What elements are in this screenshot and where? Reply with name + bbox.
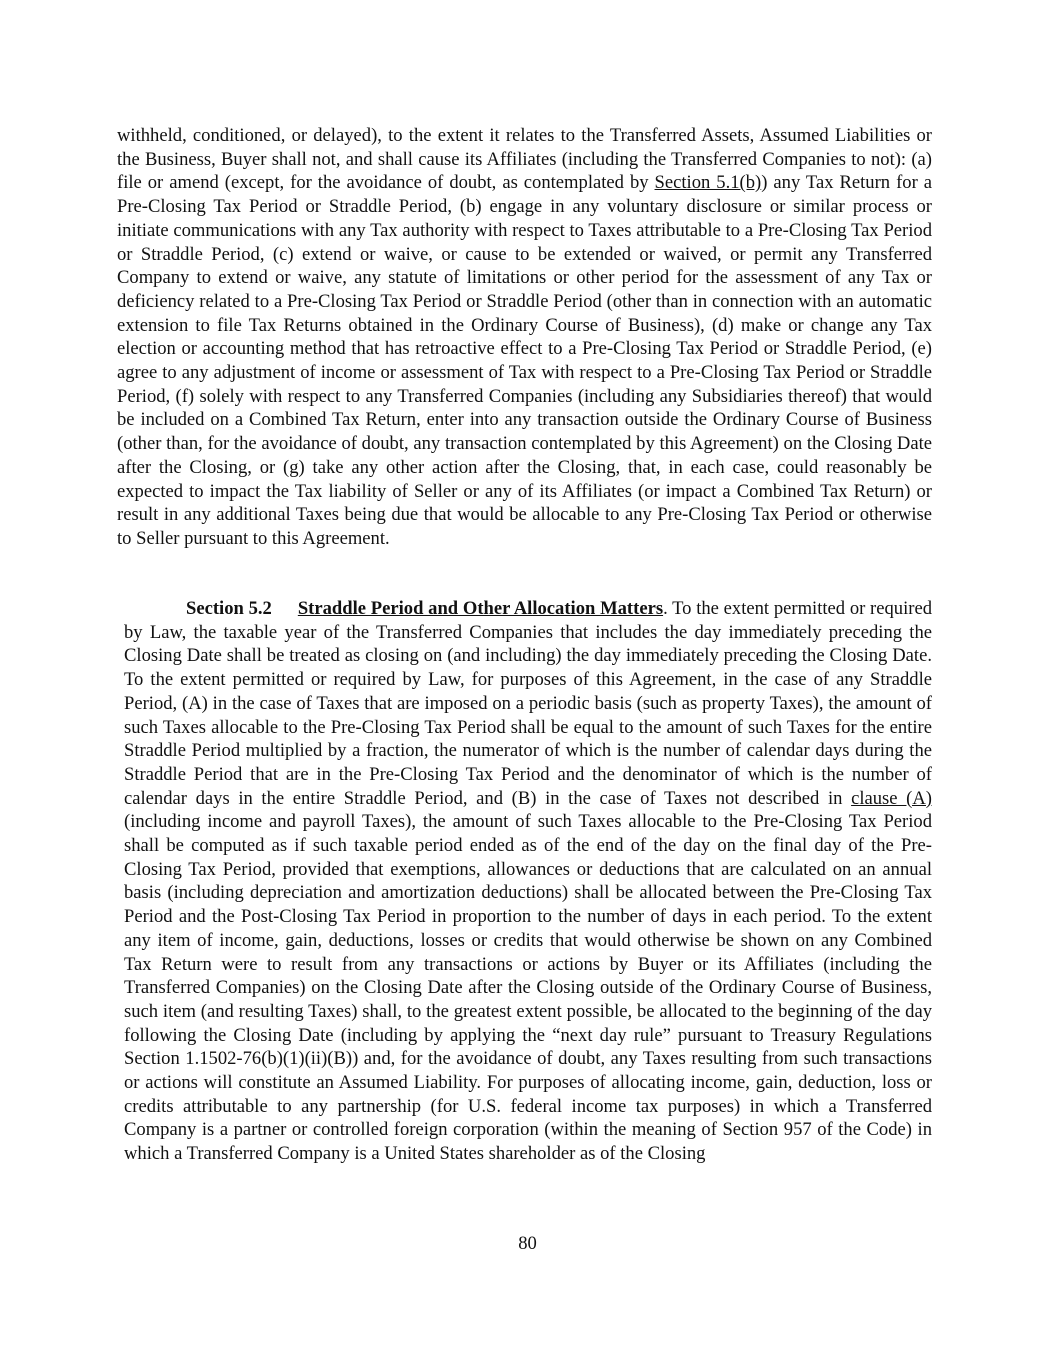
section-paragraph	[124, 597, 932, 1166]
body-paragraph-continued	[117, 124, 932, 551]
paragraph-text: (including income and payroll Taxes), the amount of such Taxes allocable to the Pre-Closing Tax Period shall be computed as if such taxable period ended as of the end of the day on the final day of the Pre-Closing Tax Period, provided that exemptions, allowances or deductions that are calculated on an annual basis (including depreciation and amortization deductions) shall be allocated between the Pre-Closing Tax Period and the Post-Closing Tax Period in proportion to the number of days in each period. To the extent any item of income, gain, deductions, losses or credits that would otherwise be shown on any Combined Tax Return were to result from any transactions or actions by Buyer or its Affiliates (including the Transferred Companies) on the Closing Date after the Closing outside of the Ordinary Course of Business, such item (and resulting Taxes) shall, to the greatest extent possible, be allocated to the beginning of the day following the Closing Date (including by applying the “next day rule” pursuant to Treasury Regulations Section 1.1502-76(b)(1)(ii)(B)) and, for the avoidance of doubt, any Taxes resulting from such transactions or actions will constitute an Assumed Liability. For purposes of allocating income, gain, deduction, loss or credits attributable to any partnership (for U.S. federal income tax purposes) in which a Transferred Company is a partner or controlled foreign corporation (within the meaning of Section 957 of the Code) in which a Transferred Company is a United States shareholder as of the Closing	[124, 811, 932, 1165]
section-title: Straddle Period and Other Allocation Matters	[297, 598, 664, 619]
page-number: 80	[518, 1233, 537, 1254]
section-cross-reference-link[interactable]: Section 5.1(b)	[654, 172, 762, 194]
section-number: Section 5.2	[186, 598, 272, 619]
paragraph-text: withheld, conditioned, or delayed), to the extent it relates to the Transferred Assets, Assumed Liabilities or the Business, Buyer shall not, and shall cause its Affiliates (including the Transferred Companies to not): (a) file or amend (except, for the avoidance of doubt, as contemplated by	[117, 125, 932, 194]
clause-cross-reference-link[interactable]: clause (A)	[851, 787, 932, 809]
paragraph-text: To the extent permitted or required by Law, the taxable year of the Transferred Companies that includes the day immediately preceding the Closing Date shall be treated as closing on (and including) the day immediately preceding the Closing Date. To the extent permitted or required by Law, for purposes of this Agreement, in the case of any Straddle Period, (A) in the case of Taxes that are imposed on a periodic basis (such as property Taxes), the amount of such Taxes allocable to the Pre-Closing Tax Period shall be equal to the amount of such Taxes for the entire Straddle Period multiplied by a fraction, the numerator of which is the number of calendar days during the Straddle Period that are in the Pre-Closing Tax Period and the denominator of which is the number of calendar days in the entire Straddle Period, and (B) in the case of Taxes not described in	[124, 598, 932, 809]
paragraph-text: ) any Tax Return for a Pre-Closing Tax Period or Straddle Period, (b) engage in any voluntary disclosure or similar process or initiate communications with any Tax authority with respect to Taxes attributable to a Pre-Closing Tax Period or Straddle Period, (c) extend or waive, or cause to be extended or waived, or permit any Transferred Company to extend or waive, any statute of limitations or other period for the assessment of any Tax or deficiency related to a Pre-Closing Tax Period or Straddle Period (other than in connection with an automatic extension to file Tax Returns obtained in the Ordinary Course of Business), (d) make or change any Tax election or accounting method that has retroactive effect to a Pre-Closing Tax Period or Straddle Period, (e) agree to any adjustment of income or assessment of Tax with respect to a Pre-Closing Tax Period or Straddle Period, (f) solely with respect to any Transferred Companies (including any Subsidiaries thereof) that would be included on a Combined Tax Return, enter into any transaction outside the Ordinary Course of Business (other than, for the avoidance of doubt, any transaction contemplated by this Agreement) on the Closing Date after the Closing, or (g) take any other action after the Closing, that, in each case, could reasonably be expected to impact the Tax liability of Seller or any of its Affiliates (or impact a Combined Tax Return) or result in any additional Taxes being due that would be allocable to any Pre-Closing Tax Period or otherwise to Seller pursuant to this Agreement.	[117, 172, 933, 549]
section-title-period: .	[663, 598, 668, 619]
